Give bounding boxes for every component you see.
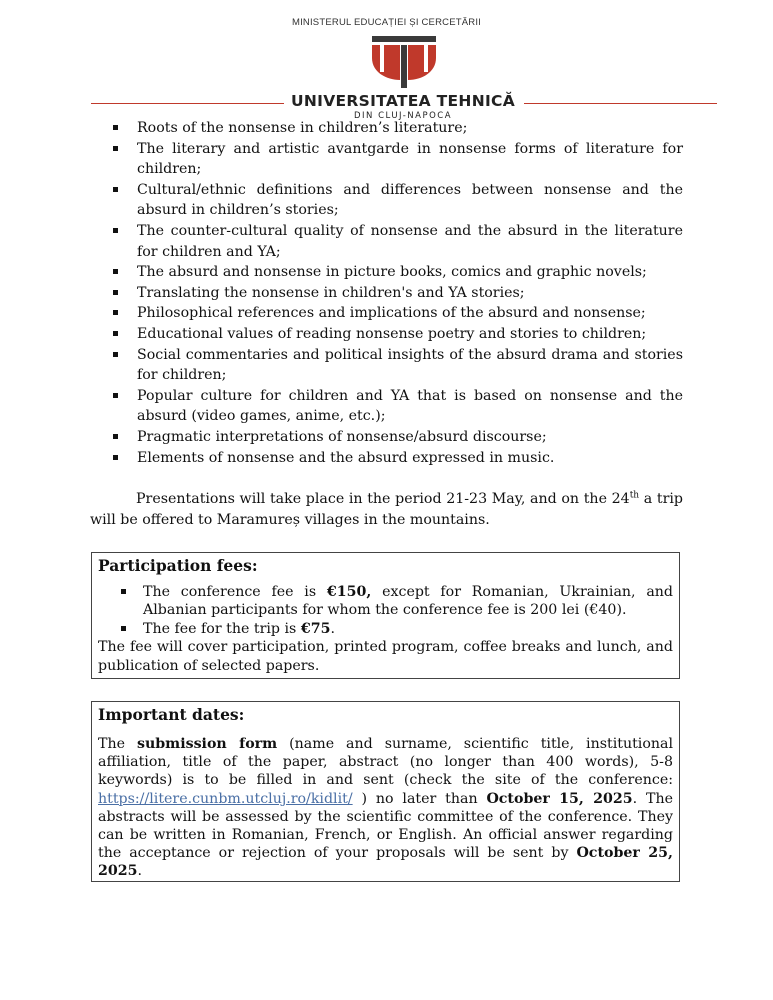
list-item: Elements of nonsense and the absurd expressed in music. (90, 448, 683, 469)
list-item: Cultural/ethnic definitions and differences between nonsense and the absurd in children’s stories; (90, 180, 683, 221)
submission-form-label: submission form (136, 736, 278, 752)
participation-fees-box (91, 552, 680, 679)
list-item: Popular culture for children and YA that is based on nonsense and the absurd (video games, anime, etc.); (90, 386, 683, 427)
fees-list (98, 583, 673, 638)
conference-site-link[interactable]: https://litere.cunbm.utcluj.ro/kidlit/ (98, 790, 353, 807)
header-rule-right (524, 103, 717, 104)
list-item: Philosophical references and implications of the absurd and nonsense; (90, 303, 683, 324)
university-logo (372, 36, 436, 88)
answer-date: October 25, 2025 (98, 845, 673, 880)
ministry-name: MINISTERUL EDUCAȚIEI ȘI CERCETĂRII (291, 17, 482, 28)
list-item: The fee for the trip is €75. (98, 620, 673, 638)
topics-list (90, 118, 683, 468)
list-item: Social commentaries and political insights of the absurd drama and stories for children; (90, 345, 683, 386)
university-name: UNIVERSITATEA TEHNICĂ (290, 92, 516, 110)
list-item: The literary and artistic avantgarde in nonsense forms of literature for children; (90, 139, 683, 180)
conference-fee-amount: €150, (326, 584, 372, 600)
list-item: The conference fee is €150, except for Romanian, Ukrainian, and Albanian participants for whom the conference fee is 200 lei (€40). (98, 583, 673, 620)
list-item: Roots of the nonsense in children’s literature; (90, 118, 683, 139)
list-item: Pragmatic interpretations of nonsense/absurd discourse; (90, 427, 683, 448)
trip-fee-amount: €75 (300, 620, 331, 637)
important-dates-box (91, 701, 680, 882)
list-item: Educational values of reading nonsense poetry and stories to children; (90, 324, 683, 345)
fees-coverage: The fee will cover participation, printed program, coffee breaks and lunch, and publication of selected papers. (98, 639, 673, 674)
fees-title: Participation fees: (98, 556, 258, 575)
header-rule-left (91, 103, 284, 104)
dates-paragraph: The submission form (name and surname, scientific title, institutional affiliation, title of the paper, abstract (no longer than 400 words), 5-8 keywords) is to be filled in and sent (check the site of the conference: https://litere.cunbm.utcluj.ro/kidlit/ ) no later than October 15, 2025. The abstracts will be assessed by the scientific committee of the conference. They can be written in Romanian, French, or English. An official answer regarding the acceptance or rejection of your proposals will be sent by October 25, 2025. (98, 736, 673, 880)
list-item: The counter-cultural quality of nonsense and the absurd in the literature for children and YA; (90, 221, 683, 262)
main-content (90, 118, 683, 544)
university-city: DIN CLUJ-NAPOCA (353, 111, 453, 121)
list-item: Translating the nonsense in children's and YA stories; (90, 283, 683, 304)
list-item: The absurd and nonsense in picture books, comics and graphic novels; (90, 262, 683, 283)
presentations-paragraph: Presentations will take place in the period 21-23 May, and on the 24th a trip will be offered to Maramureș villages in the mountains. (90, 490, 683, 528)
dates-title: Important dates: (98, 705, 245, 724)
page-header (0, 0, 773, 122)
deadline-date: October 15, 2025 (486, 790, 633, 807)
